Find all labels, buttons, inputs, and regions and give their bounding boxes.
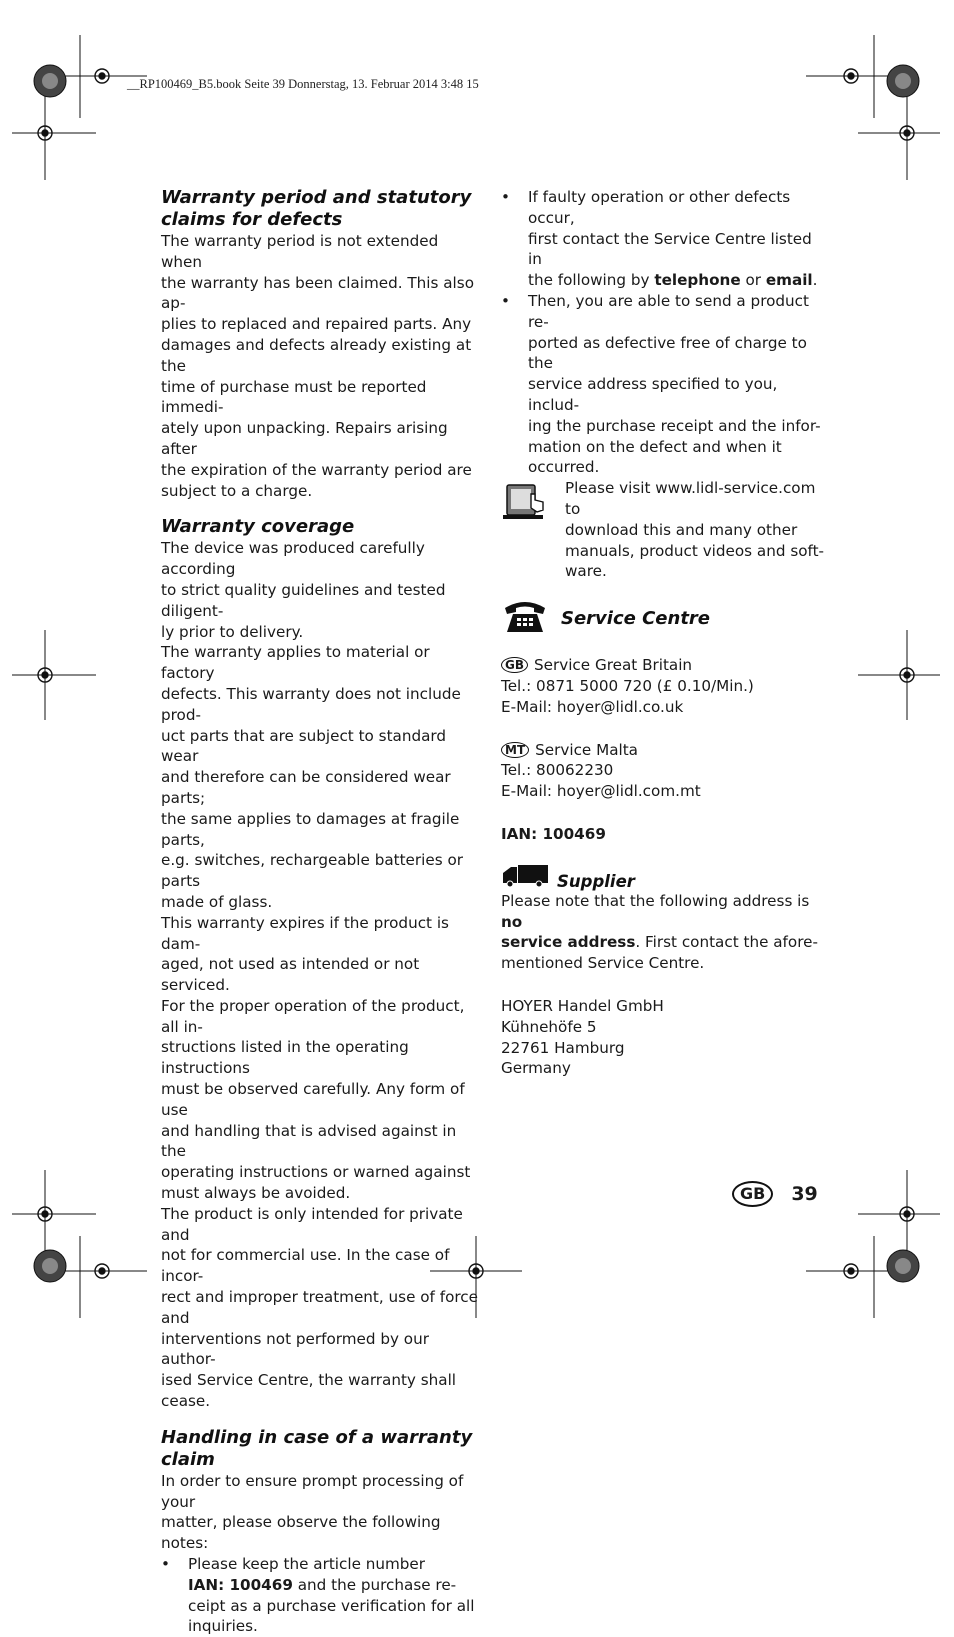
text-line: The product is only intended for private and	[161, 1204, 463, 1244]
text-line: must always be avoided.	[161, 1184, 351, 1203]
bullet-text: occurred.	[528, 458, 600, 477]
text-line: plies to replaced and repaired parts. Any	[161, 315, 472, 334]
bullet-text: first contact the Service Centre listed in	[528, 229, 812, 269]
truck-icon	[501, 865, 549, 891]
supplier-heading: Supplier	[557, 871, 635, 891]
text-line: aged, not used as intended or not serviced.	[161, 955, 420, 995]
text-line: to strict quality guidelines and tested diligent-	[161, 580, 446, 620]
text-line: made of glass.	[161, 892, 273, 911]
text-line: Please visit www.lidl-service.com to	[565, 479, 816, 518]
bullet-text: If faulty operation or other defects occur,	[528, 188, 791, 227]
text-line: interventions not performed by our author-	[161, 1329, 429, 1369]
text-line: e.g. switches, rechargeable batteries or parts	[161, 851, 463, 891]
text-line: For the proper operation of the product, all in-	[161, 996, 465, 1036]
supplier-bold: service address	[501, 933, 636, 952]
bullet-text: ceipt as a purchase verification for all	[188, 1596, 475, 1615]
ian-label: IAN: 100469	[501, 824, 606, 843]
text-line: and handling that is advised against in the	[161, 1121, 457, 1161]
bullet-text: Then, you are able to send a product re-	[528, 291, 809, 331]
handling-heading: Handling in case of a warranty claim	[161, 1426, 473, 1470]
service-mt-email: E-Mail: hoyer@lidl.com.mt	[501, 782, 701, 801]
service-name: Service Malta	[535, 740, 638, 759]
list-item	[501, 187, 826, 291]
bullet-text: ing the purchase receipt and the infor-	[528, 416, 821, 435]
text-line: The warranty applies to material or factory	[161, 643, 430, 683]
address-line: Germany	[501, 1059, 571, 1078]
handling-intro-2: matter, please observe the following notes:	[161, 1513, 441, 1553]
email-bold: email	[765, 271, 813, 290]
telephone-bold: telephone	[654, 271, 741, 290]
text-line: structions listed in the operating instructions	[161, 1038, 409, 1078]
text-line: This warranty expires if the product is dam-	[161, 913, 449, 953]
text-line: the expiration of the warranty period are	[161, 460, 472, 479]
bullet-text: ported as defective free of charge to the	[528, 333, 807, 373]
country-badge: GB	[732, 1181, 773, 1207]
text-line: ately upon unpacking. Repairs arising after	[161, 419, 448, 458]
text-line: manuals, product videos and soft-	[565, 541, 825, 560]
text-line: the warranty has been claimed. This also ap-	[161, 273, 474, 313]
print-header: __RP100469_B5.book Seite 39 Donnerstag, 13. Februar 2014 3:48 15	[127, 77, 479, 91]
download-notice	[501, 478, 826, 582]
supplier-text: Please note that the following address is	[501, 891, 810, 910]
supplier-text: . First contact the afore-	[635, 933, 818, 952]
telephone-icon	[501, 598, 549, 640]
service-mt-tel: Tel.: 80062230	[501, 761, 614, 780]
text-line: damages and defects already existing at the	[161, 335, 472, 375]
bullet-text: inquiries.	[188, 1617, 258, 1636]
page-footer	[732, 1181, 818, 1207]
gb-badge: GB	[501, 657, 528, 673]
download-text	[565, 478, 826, 582]
handling-bullets-continued	[501, 187, 826, 478]
text-line: ised Service Centre, the warranty shall cease.	[161, 1371, 457, 1411]
text-line: ware.	[565, 562, 607, 581]
text-line: time of purchase must be reported immedi-	[161, 377, 427, 417]
address-line: Kühnehöfe 5	[501, 1017, 597, 1036]
text-line: uct parts that are subject to standard wear	[161, 726, 447, 766]
warranty-coverage-heading: Warranty coverage	[161, 516, 355, 538]
text-line: rect and improper treatment, use of force and	[161, 1288, 478, 1327]
text-line: must be observed carefully. Any form of use	[161, 1080, 465, 1119]
text-line: The warranty period is not extended when	[161, 232, 439, 271]
handling-bullets	[161, 1554, 483, 1637]
bullet-text: Please keep the article number	[188, 1555, 426, 1574]
text-line: the same applies to damages at fragile parts,	[161, 809, 460, 849]
bullet-text: service address specified to you, includ-	[528, 375, 778, 414]
supplier-note-2	[501, 932, 826, 953]
handling-intro-1: In order to ensure prompt processing of your	[161, 1471, 464, 1511]
bullet-text: the following by	[528, 271, 655, 290]
address-line: HOYER Handel GmbH	[501, 996, 664, 1015]
ian-number: IAN: 100469	[188, 1575, 293, 1594]
warranty-coverage-text	[161, 538, 483, 1411]
tablet-hand-icon	[501, 478, 565, 526]
text-line: download this and many other	[565, 520, 798, 539]
service-gb-name	[501, 655, 826, 676]
supplier-bold: no	[501, 912, 523, 931]
service-centre-heading: Service Centre	[561, 608, 711, 630]
service-mt-name	[501, 740, 826, 761]
service-gb-tel: Tel.: 0871 5000 720 (£ 0.10/Min.)	[501, 676, 754, 695]
supplier-note-1	[501, 891, 826, 933]
warranty-period-heading: Warranty period and statutory claims for defects	[161, 187, 472, 230]
supplier-address	[501, 996, 826, 1079]
bullet-text: or	[740, 271, 766, 290]
text-line: not for commercial use. In the case of incor-	[161, 1246, 450, 1286]
supplier-header	[501, 865, 826, 891]
left-column	[161, 187, 483, 1637]
supplier-note-3: mentioned Service Centre.	[501, 954, 705, 973]
right-column	[501, 187, 826, 1079]
bullet-text: mation on the defect and when it	[528, 437, 782, 456]
address-line: 22761 Hamburg	[501, 1038, 625, 1057]
service-name: Service Great Britain	[534, 656, 693, 675]
text-line: subject to a charge.	[161, 481, 313, 500]
text-line: The device was produced carefully according	[161, 539, 425, 579]
warranty-period-text	[161, 231, 483, 501]
text-line: defects. This warranty does not include prod-	[161, 684, 461, 724]
service-centre-header	[501, 598, 826, 640]
list-item	[501, 291, 826, 478]
service-gb-email: E-Mail: hoyer@lidl.co.uk	[501, 697, 684, 716]
text-line: operating instructions or warned against	[161, 1163, 471, 1182]
text-line: and therefore can be considered wear parts;	[161, 768, 451, 807]
mt-badge: MT	[501, 742, 529, 758]
page-number: 39	[791, 1183, 818, 1205]
text-line: ly prior to delivery.	[161, 622, 304, 641]
bullet-text: and the purchase re-	[292, 1575, 457, 1594]
list-item	[161, 1554, 483, 1637]
bullet-text: .	[812, 271, 818, 290]
